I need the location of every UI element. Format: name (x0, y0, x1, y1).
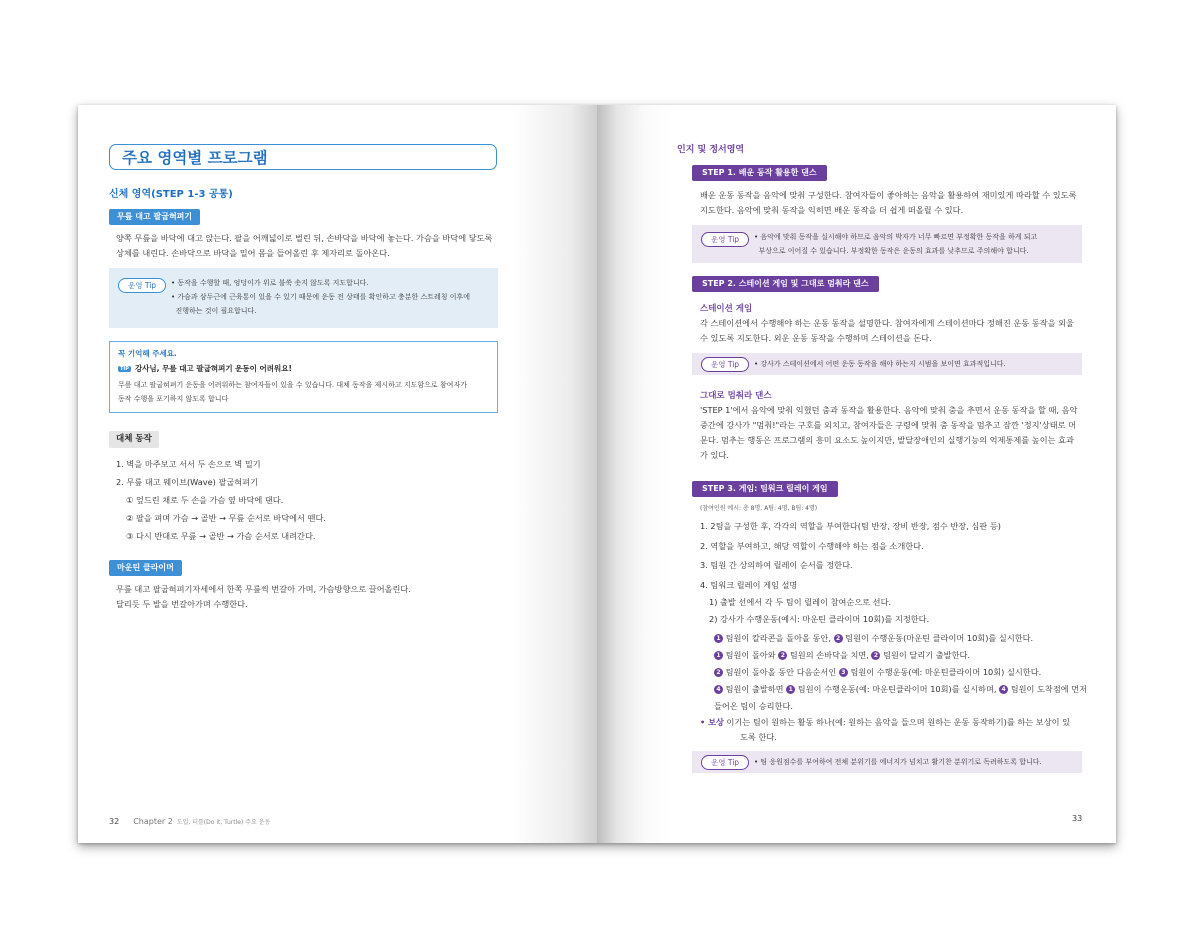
tip-line: • 가슴과 삼두근에 근육통이 있을 수 있기 때문에 운동 전 상태를 확인하고 충분한 스트레칭 이후에 (171, 293, 470, 301)
tip-line: • 음악에 맞춰 동작을 실시해야 하므로 음악의 박자가 너무 빠르면 부정확한 동작을 하게 되고 (754, 233, 1038, 241)
activity-description (116, 231, 492, 261)
text-line: 각 스테이션에서 수행해야 하는 운동 동작을 설명한다. 참여자에게 스테이션마다 정해진 운동 동작을 외울 (700, 318, 1074, 328)
activity-description (116, 582, 411, 612)
alt-list (116, 455, 326, 545)
reward-label: • 보상 (700, 717, 724, 727)
remember-box (109, 341, 498, 413)
circled-number: 1 (714, 651, 723, 660)
circled-number: 1 (786, 685, 795, 694)
list-item (714, 681, 1087, 698)
step1-badge: STEP 1. 배운 동작 활용한 댄스 (692, 165, 827, 181)
list-item: 들어온 팀이 승리한다. (714, 701, 793, 711)
list-item: 4. 팀워크 릴레이 게임 설명 (700, 579, 798, 590)
text-span: 팀원이 달리기 출발한다. (883, 650, 970, 660)
reward-text: 이기는 팀이 원하는 활동 하나(예: 원하는 음악을 들으며 원하는 운동 동작하기)를 하는 보상이 있 (726, 717, 1071, 727)
text-span: 팀원이 도착점에 먼저 (1010, 684, 1088, 694)
circled-number: 2 (871, 651, 880, 660)
text-line: 수 있도록 지도한다. 외운 운동 동작을 수행하며 스테이션을 돈다. (700, 333, 932, 343)
text-span: 팀원이 수행운동(예: 마운틴클라이머 10회)를 실시하며, (797, 684, 1000, 694)
list-item: 3. 팀원 간 상의하여 릴레이 순서를 정한다. (700, 560, 853, 570)
text-span: 팀원의 손바닥을 치면, (789, 650, 872, 660)
tip-icon: TIP (120, 365, 129, 372)
list-item: 1. 벽을 마주보고 서서 두 손으로 벽 밀기 (116, 459, 261, 469)
page-number: 33 (1072, 814, 1083, 823)
list-item: 2. 역할을 부여하고, 해당 역할이 수행해야 하는 점을 소개한다. (700, 540, 924, 551)
list-item (714, 647, 1087, 664)
list-item: 2. 무릎 대고 웨이브(Wave) 팔굽혀펴기 (116, 477, 258, 487)
text-line: 배운 운동 동작을 음악에 맞춰 구성한다. 참여자들이 좋아하는 음악을 활용하여 재미있게 따라할 수 있도록 (700, 190, 1077, 200)
text-span: 팀원이 수행운동(마운틴 클라이머 10회)를 실시한다. (845, 633, 1034, 643)
chapter-label: Chapter 2 (133, 817, 173, 826)
tip-line: 부상으로 이어질 수 있습니다. 부정확한 동작은 운동의 효과를 낮추므로 주의해야 합니다. (754, 247, 1029, 255)
tip-line: 진행하는 것이 필요합니다. (171, 307, 257, 315)
section-heading: 인지 및 정서영역 (677, 145, 745, 155)
text-line: 'STEP 1'에서 음악에 맞춰 익혔던 춤과 동작을 활용한다. 음악에 맞춰 춤을 추면서 운동 동작을 할 때, 음악 (700, 405, 1078, 415)
text-line: 가 있다. (700, 450, 729, 460)
tip-label: 운영 Tip (701, 232, 749, 247)
tip-text: • 팀 응원점수를 부여하여 전체 분위기를 에너지가 넘치고 활기찬 분위기로 독려하도록 합니다. (754, 758, 1042, 766)
tip-label: 운영 Tip (118, 278, 166, 293)
step3-list (700, 517, 1001, 595)
list-item: 1) 출발 선에서 각 두 팀이 릴레이 참여순으로 선다. (709, 597, 892, 607)
reward-line (700, 715, 1070, 730)
remember-line: 동작 수행을 포기하지 않도록 합니다 (118, 395, 229, 403)
step1-text (700, 188, 1077, 218)
list-item: 1. 2팀을 구성한 후, 각각의 역할을 부여한다(팀 반장, 장비 반장, 점수 반장, 심판 등) (700, 521, 1001, 531)
text-line: 달리듯 두 발을 번갈아가며 수행한다. (116, 599, 248, 609)
tip-text (754, 230, 1037, 258)
tip-line: • 동작을 수행할 때, 엉덩이가 위로 불쑥 솟지 않도록 지도합니다. (171, 279, 369, 287)
right-page (597, 105, 1116, 843)
text-span: 팀원이 수행운동(예: 마운틴클라이머 10회) 실시한다. (850, 667, 1042, 677)
page-title: 주요 영역별 프로그램 (109, 144, 497, 170)
tip-box (692, 353, 1082, 375)
chapter-subtitle: 도입, 터틀(Do it, Turtle) 주요 운동 (176, 819, 271, 826)
text-line: 중간에 강사가 "멈춰!"라는 구호를 외치고, 참여자들은 구령에 맞춰 춤 동작을 멈추고 잠깐 '정지'상태로 머 (700, 420, 1077, 430)
tip-box (692, 225, 1082, 263)
text-span: 팀원이 돌아와 (725, 650, 779, 660)
page-footer (109, 817, 270, 826)
circled-number: 1 (714, 634, 723, 643)
reward-text: 도록 한다. (740, 732, 777, 742)
tip-label: 운영 Tip (701, 755, 749, 770)
remember-subheader-text: 강사님, 무릎 대고 팔굽혀펴기 운동이 어려워요! (134, 364, 292, 373)
remember-text (118, 378, 467, 406)
circled-number: 2 (834, 634, 843, 643)
section-heading: 신체 영역(STEP 1-3 공통) (109, 189, 233, 200)
book-spread (78, 105, 1116, 843)
tip-label: 운영 Tip (701, 357, 749, 372)
text-span: 팀원이 칼라콘을 돌아올 동안, (725, 633, 834, 643)
text-line: 상체를 내린다. 손바닥으로 바닥을 밀어 몸을 들어올린 후 제자리로 돌아온다. (116, 248, 390, 258)
list-item: ③ 다시 반대로 무릎 → 골반 → 가슴 순서로 내려간다. (126, 531, 316, 541)
activity-badge-pushup: 무릎 대고 팔굽혀펴기 (109, 209, 200, 225)
list-item: ② 팔을 펴며 가슴 → 골반 → 무릎 순서로 바닥에서 뗀다. (126, 513, 326, 523)
step3-badge: STEP 3. 게임: 팀워크 릴레이 게임 (692, 481, 838, 497)
step2-text (700, 403, 1077, 463)
text-line: 문다. 멈추는 행동은 프로그램의 흥미 요소도 높이지만, 발달장애인의 실행기능의 억제통제를 높이는 효과 (700, 435, 1074, 445)
circled-number: 4 (714, 685, 723, 694)
circled-number: 2 (778, 651, 787, 660)
alt-badge: 대체 동작 (109, 431, 159, 448)
text-line: 양쪽 무릎을 바닥에 대고 앉는다. 팔을 어깨넓이로 벌린 뒤, 손바닥을 바닥에 놓는다. 가슴을 바닥에 닿도록 (116, 233, 493, 243)
text-span: 팀원이 출발하면 (725, 684, 787, 694)
step2-text (700, 316, 1074, 346)
text-line: 지도한다. 음악에 맞춰 동작을 익히면 배운 동작을 더 쉽게 떠올릴 수 있다. (700, 205, 964, 215)
circled-number: 2 (714, 668, 723, 677)
page-number: 32 (109, 817, 120, 826)
tip-box (692, 751, 1082, 773)
reward (700, 715, 1070, 745)
remember-header: 꼭 기억해 주세요. (118, 349, 177, 358)
activity-badge-climber: 마운틴 클라이머 (109, 560, 182, 576)
step2-subheading: 스테이션 게임 (700, 304, 753, 314)
remember-line: 무릎 대고 팔굽혀펴기 운동을 어려워하는 참여자들이 있을 수 있습니다. 대체 동작을 제시하고 지도함으로 참여자가 (118, 381, 467, 389)
circled-number: 3 (839, 668, 848, 677)
list-item: ① 엎드린 채로 두 손을 가슴 옆 바닥에 댄다. (126, 495, 284, 505)
tip-text (171, 276, 470, 318)
step3-sublist (709, 594, 929, 628)
step3-note: (참여인원 예시: 총 8명, A팀: 4명, B팀: 4명) (700, 505, 818, 512)
list-item: 2) 강사가 수행운동(예시: 마운틴 클라이머 10회)를 지정한다. (709, 614, 930, 624)
circled-number: 4 (999, 685, 1008, 694)
step2-badge: STEP 2. 스테이션 게임 및 그대로 멈춰라 댄스 (692, 276, 879, 292)
list-item (714, 664, 1087, 681)
list-item (714, 630, 1087, 647)
tip-text: • 강사가 스테이션에서 어떤 운동 동작을 해야 하는지 시범을 보이면 효과적입니다. (754, 360, 1006, 368)
text-line: 무릎 대고 팔굽혀펴기자세에서 한쪽 무릎씩 번갈아 가며, 가슴방향으로 끌어올린다. (116, 584, 411, 594)
step3-circled-list (714, 630, 1087, 715)
tip-box (109, 268, 498, 328)
left-page (78, 105, 597, 843)
remember-subheader (118, 363, 292, 374)
text-span: 팀원이 돌아올 동안 다음순서인 (725, 667, 839, 677)
step2-subheading: 그대로 멈춰라 댄스 (700, 391, 772, 401)
